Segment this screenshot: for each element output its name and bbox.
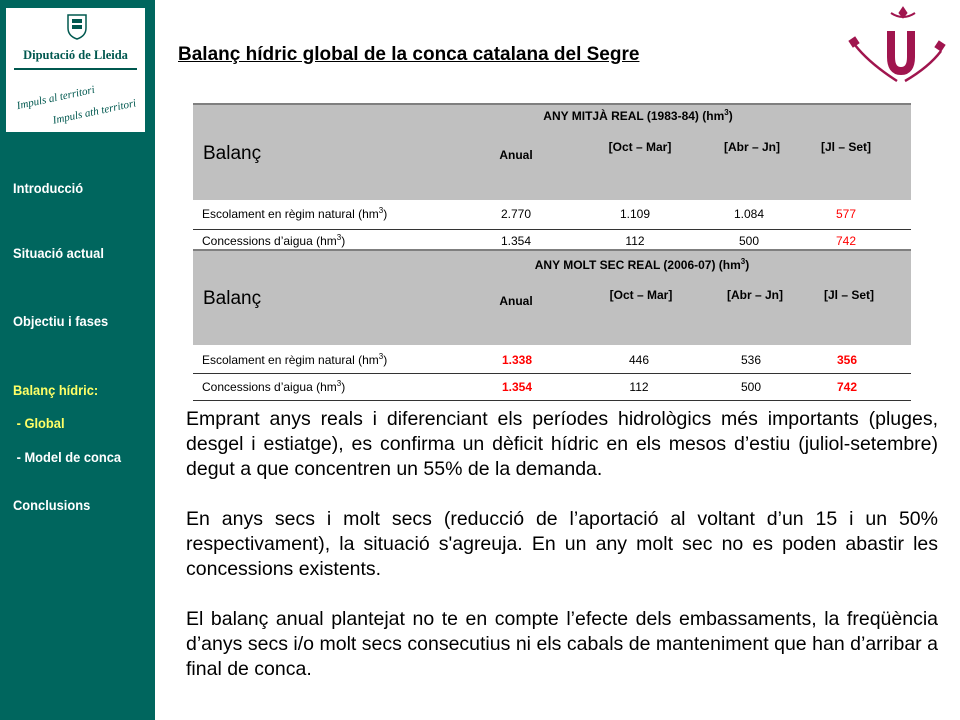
nav-model-conca[interactable]: - Model de conca — [13, 449, 122, 465]
period-jl-set: [Jl – Set] — [820, 140, 872, 154]
cell-value-highlight: 1.338 — [501, 353, 533, 367]
row-label: Escolament en règim natural $(hm^3)$ — [202, 352, 388, 367]
period-oct-mar: [Oct – Mar] — [609, 288, 673, 302]
cell-value: 500 — [740, 380, 762, 394]
table-dry-year — [193, 249, 911, 394]
row-label: Concessions d’aigua $(hm^3)$ — [202, 233, 346, 248]
balanc-label: Balanç — [203, 288, 262, 309]
cell-value: 1.109 — [619, 207, 651, 221]
cell-value: 500 — [738, 234, 760, 248]
logo-divider — [14, 68, 137, 70]
annual-header: Anual — [499, 148, 533, 162]
period-jl-set: [Jl – Set] — [823, 288, 875, 302]
cell-value: 2.770 — [500, 207, 532, 221]
cell-value-deficit: 356 — [836, 353, 858, 367]
cell-value: 1.084 — [733, 207, 765, 221]
diputacio-logo — [6, 8, 145, 132]
row-divider — [193, 229, 911, 230]
cell-value-deficit: 742 — [836, 380, 858, 394]
row-divider — [193, 400, 911, 401]
cell-value: 112 — [629, 380, 649, 394]
page-title: Balanç hídric global de la conca catalana del Segre — [178, 44, 640, 65]
row-label: Concessions d’aigua $(hm^3)$ — [202, 379, 346, 394]
table-avg-year — [193, 103, 911, 251]
nav-situacio-actual[interactable]: Situació actual — [13, 245, 104, 261]
nav-balanc-hidric[interactable]: Balanç hídric: — [13, 382, 99, 398]
cell-value: 1.354 — [500, 234, 532, 248]
nav-global[interactable]: - Global — [13, 415, 65, 431]
period-abr-jn: [Abr – Jn] — [726, 288, 784, 302]
cell-value-highlight: 1.354 — [501, 380, 533, 394]
university-logo-icon — [845, 5, 953, 87]
annual-header: Anual — [499, 294, 533, 308]
logo-name: Diputació de Lleida — [23, 48, 128, 62]
cell-value: 446 — [628, 353, 650, 367]
logo-script-2: Impuls ath territori — [51, 97, 138, 127]
table-heading: ANY MOLT SEC REAL (2006-07) $(hm^3)$ — [534, 257, 750, 272]
row-label: Escolament en règim natural $(hm^3)$ — [202, 206, 388, 221]
nav-objectiu-fases[interactable]: Objectiu i fases — [13, 313, 109, 329]
sidebar — [0, 0, 155, 720]
nav-conclusions[interactable]: Conclusions — [13, 497, 91, 513]
period-oct-mar: [Oct – Mar] — [608, 140, 672, 154]
cell-value: 536 — [740, 353, 762, 367]
body-text — [186, 407, 938, 707]
cell-value: 112 — [625, 234, 645, 248]
table-heading: ANY MITJÀ REAL (1983-84) $(hm^3)$ — [543, 108, 733, 123]
cell-value-deficit: 577 — [835, 207, 857, 221]
balanc-label: Balanç — [203, 143, 262, 164]
paragraph: En anys secs i molt secs (reducció de l’aportació al voltant d’un 15 i un 50% respectivament), la situació s'agreuja. En un any molt sec no es poden abastir les concessions existents. — [186, 508, 938, 580]
cell-value-deficit: 742 — [835, 234, 857, 248]
nav-introduccio[interactable]: Introducció — [13, 180, 84, 196]
row-divider — [193, 373, 911, 374]
paragraph: El balanç anual plantejat no te en compte l’efecte dels embassaments, la freqüència d’anys secs i/o molt secs consecutius ni els cabals de manteniment que han d’arribar a final de conca. — [186, 608, 938, 680]
coat-of-arms-icon — [66, 14, 88, 40]
period-abr-jn: [Abr – Jn] — [723, 140, 781, 154]
logo-script-1: Impuls al territori — [15, 83, 96, 113]
paragraph: Emprant anys reals i diferenciant els períodes hidrològics més importants (pluges, desgel i estiatge), es confirma un dèficit hídric en els mesos d’estiu (juliol-setembre) degut a que concentren un 55% de la demanda. — [186, 408, 938, 480]
